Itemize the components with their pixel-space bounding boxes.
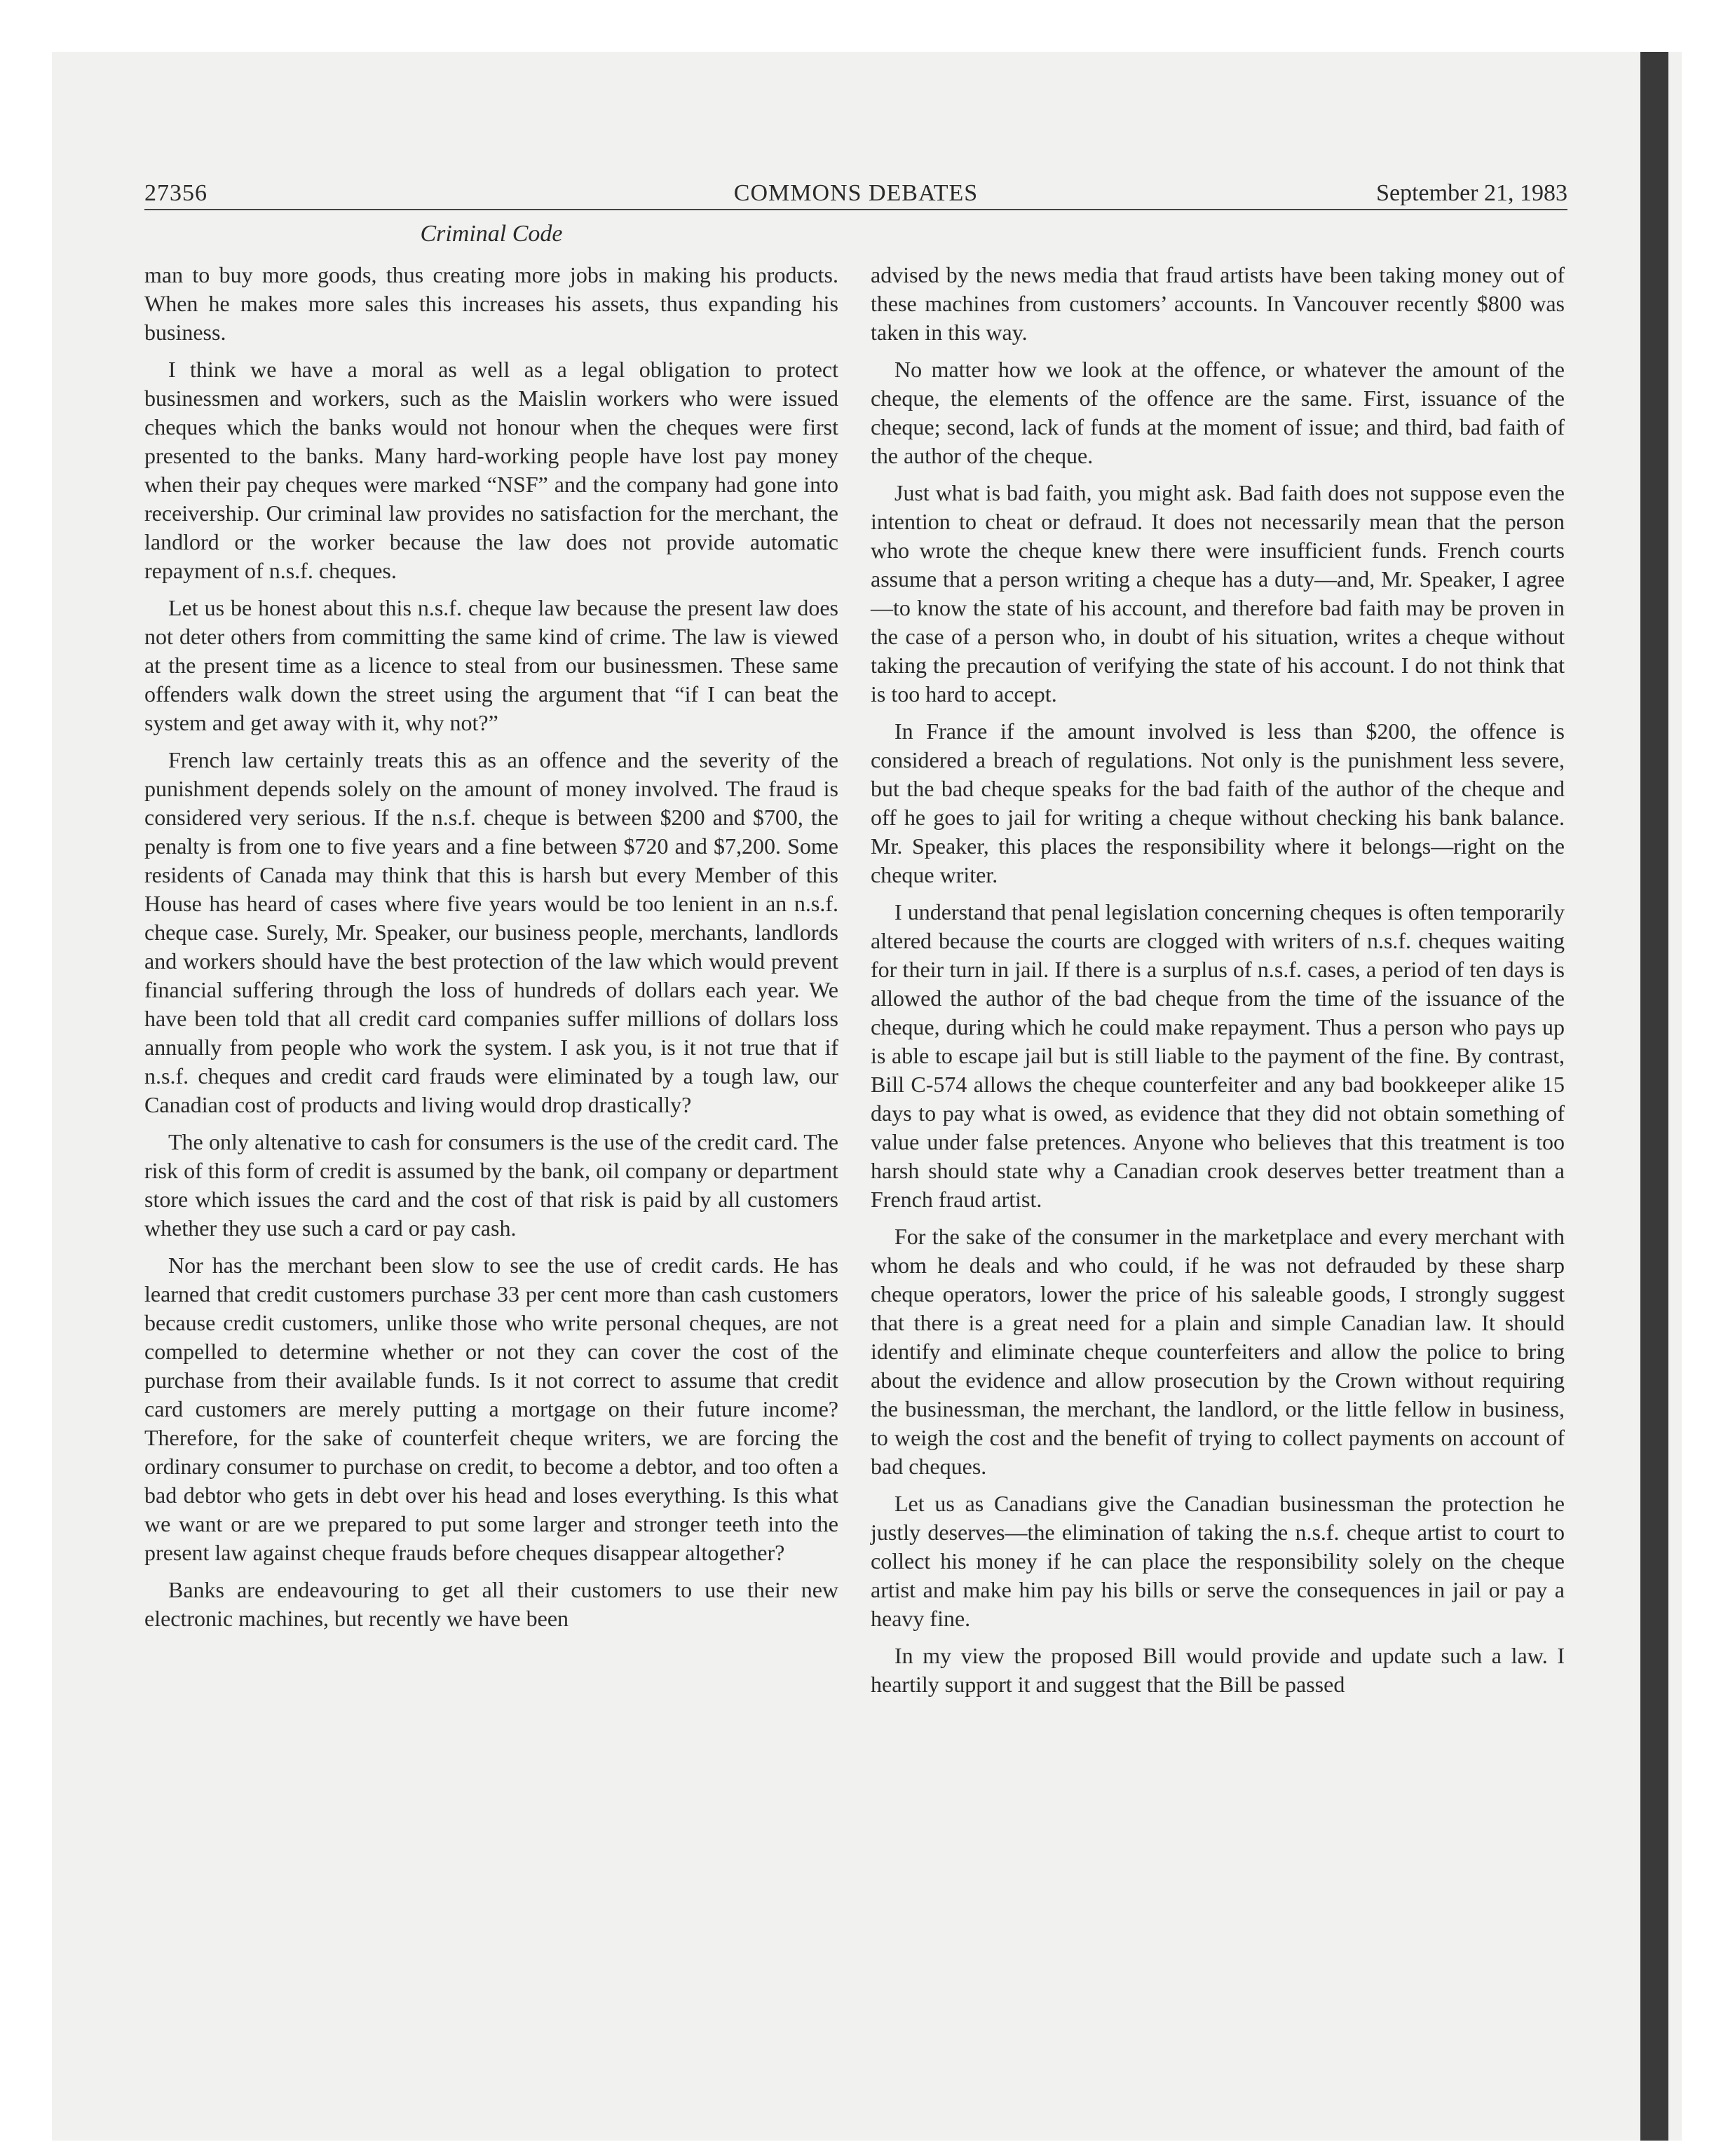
paragraph: Just what is bad faith, you might ask. Bad faith does not suppose even the intention to cheat or defraud. It does not necessarily mean that the person who wrote the cheque knew there were insufficient funds. French courts assume that a person writing a cheque has a duty—and, Mr. Speaker, I agree—to know the state of his account, and therefore bad faith may be proven in the case of a person who, in doubt of his situation, writes a cheque without taking the precaution of verifying the state of his account. I do not think that is too hard to accept. [871, 480, 1565, 707]
left-column [144, 261, 838, 1642]
paragraph: advised by the news media that fraud artists have been taking money out of these machines from customers’ accounts. In Vancouver recently $800 was taken in this way. [871, 262, 1565, 345]
header-rule [144, 209, 1567, 210]
section-title: Criminal Code [420, 221, 563, 247]
paragraph: Nor has the merchant been slow to see the use of credit cards. He has learned that credit customers purchase 33 per cent more than cash customers because credit customers, unlike those who write personal cheques, are not compelled to determine whether or not they can cover the cost of the purchase from their available funds. Is it not correct to assume that credit card customers are merely putting a mortgage on their future income? Therefore, for the sake of counterfeit cheque writers, we are forcing the ordinary consumer to purchase on credit, to become a debtor, and too often a bad debtor who gets in debt over his head and loses everything. Is this what we want or are we prepared to put some larger and stronger teeth into the present law against cheque frauds before cheques disappear altogether? [144, 1253, 838, 1565]
paragraph: Banks are endeavouring to get all their customers to use their new electronic machines, but recently we have been [144, 1577, 838, 1631]
paragraph: For the sake of the consumer in the marketplace and every merchant with whom he deals and who could, if he was not defrauded by these sharp cheque operators, lower the price of his saleable goods, I strongly suggest that there is a great need for a plain and simple Canadian law. It should identify and eliminate cheque counterfeiters and allow the police to bring about the evidence and allow prosecution by the Crown without requiring the businessman, the merchant, the landlord, or the little fellow in business, to weigh the cost and the benefit of trying to collect payments on account of bad cheques. [871, 1224, 1565, 1479]
paragraph: In France if the amount involved is less than $200, the offence is considered a breach of regulations. Not only is the punishment less severe, but the bad cheque speaks for the bad faith of the author of the cheque and off he goes to jail for writing a cheque without checking his bank balance. Mr. Speaker, this places the responsibility where it belongs—right on the cheque writer. [871, 718, 1565, 887]
paragraph: I understand that penal legislation concerning cheques is often temporarily altered because the courts are clogged with writers of n.s.f. cheques waiting for their turn in jail. If there is a surplus of n.s.f. cases, a period of ten days is allowed the author of the bad cheque from the time of the issuance of the cheque, during which he could make repayment. Thus a person who pays up is able to escape jail but is still liable to the payment of the fine. By contrast, Bill C-574 allows the cheque counterfeiter and any bad bookkeeper alike 15 days to pay what is owed, as evidence that they did not obtain something of value under false pretences. Anyone who believes that this treatment is too harsh should state why a Canadian crook deserves better treatment than a French fraud artist. [871, 899, 1565, 1212]
scan-edge-bar [1640, 52, 1668, 2141]
paragraph: No matter how we look at the offence, or whatever the amount of the cheque, the elements of the offence are the same. First, issuance of the cheque; second, lack of funds at the moment of issue; and third, bad faith of the author of the cheque. [871, 357, 1565, 468]
paragraph: French law certainly treats this as an offence and the severity of the punishment depends solely on the amount of money involved. The fraud is considered very serious. If the n.s.f. cheque is between $200 and $700, the penalty is from one to five years and a fine between $720 and $7,200. Some residents of Canada may think that this is harsh but every Member of this House has heard of cases where five years would be too lenient in an n.s.f. cheque case. Surely, Mr. Speaker, our business people, merchants, landlords and workers should have the best protection of the law which would prevent financial suffering through the loss of hundreds of dollars each year. We have been told that all credit card companies suffer millions of dollars loss annually from people who work the system. I ask you, is it not true that if n.s.f. cheques and credit card frauds were eliminated by a tough law, our Canadian cost of products and living would drop drastically? [144, 747, 838, 1117]
paragraph: In my view the proposed Bill would provide and update such a law. I heartily support it and suggest that the Bill be passed [871, 1643, 1565, 1697]
page-number: 27356 [144, 180, 207, 206]
paragraph: man to buy more goods, thus creating more jobs in making his products. When he makes more sales this increases his assets, thus expanding his business. [144, 262, 838, 345]
paragraph: I think we have a moral as well as a legal obligation to protect businessmen and workers, such as the Maislin workers who were issued cheques which the banks would not honour when the cheques were first presented to the banks. Many hard-working people have lost pay money when their pay cheques were marked “NSF” and the company had gone into receivership. Our criminal law provides no satisfaction for the merchant, the landlord or the worker because the law does not provide automatic repayment of n.s.f. cheques. [144, 357, 838, 583]
paragraph: Let us be honest about this n.s.f. cheque law because the present law does not deter others from committing the same kind of crime. The law is viewed at the present time as a licence to steal from our businessmen. These same offenders walk down the street using the argument that “if I can beat the system and get away with it, why not?” [144, 595, 838, 735]
issue-date: September 21, 1983 [1376, 180, 1567, 206]
paragraph: The only altenative to cash for consumers is the use of the credit card. The risk of this form of credit is assumed by the bank, oil company or department store which issues the card and the cost of that risk is paid by all customers whether they use such a card or pay cash. [144, 1129, 838, 1241]
right-column [871, 261, 1565, 1707]
page-header [144, 178, 1567, 209]
paragraph: Let us as Canadians give the Canadian businessman the protection he justly deserves—the elimination of taking the n.s.f. cheque artist to court to collect his money if he can place the responsibility solely on the cheque artist and make him pay his bills or serve the consequences in jail or pay a heavy fine. [871, 1491, 1565, 1631]
publication-title: COMMONS DEBATES [733, 180, 979, 206]
